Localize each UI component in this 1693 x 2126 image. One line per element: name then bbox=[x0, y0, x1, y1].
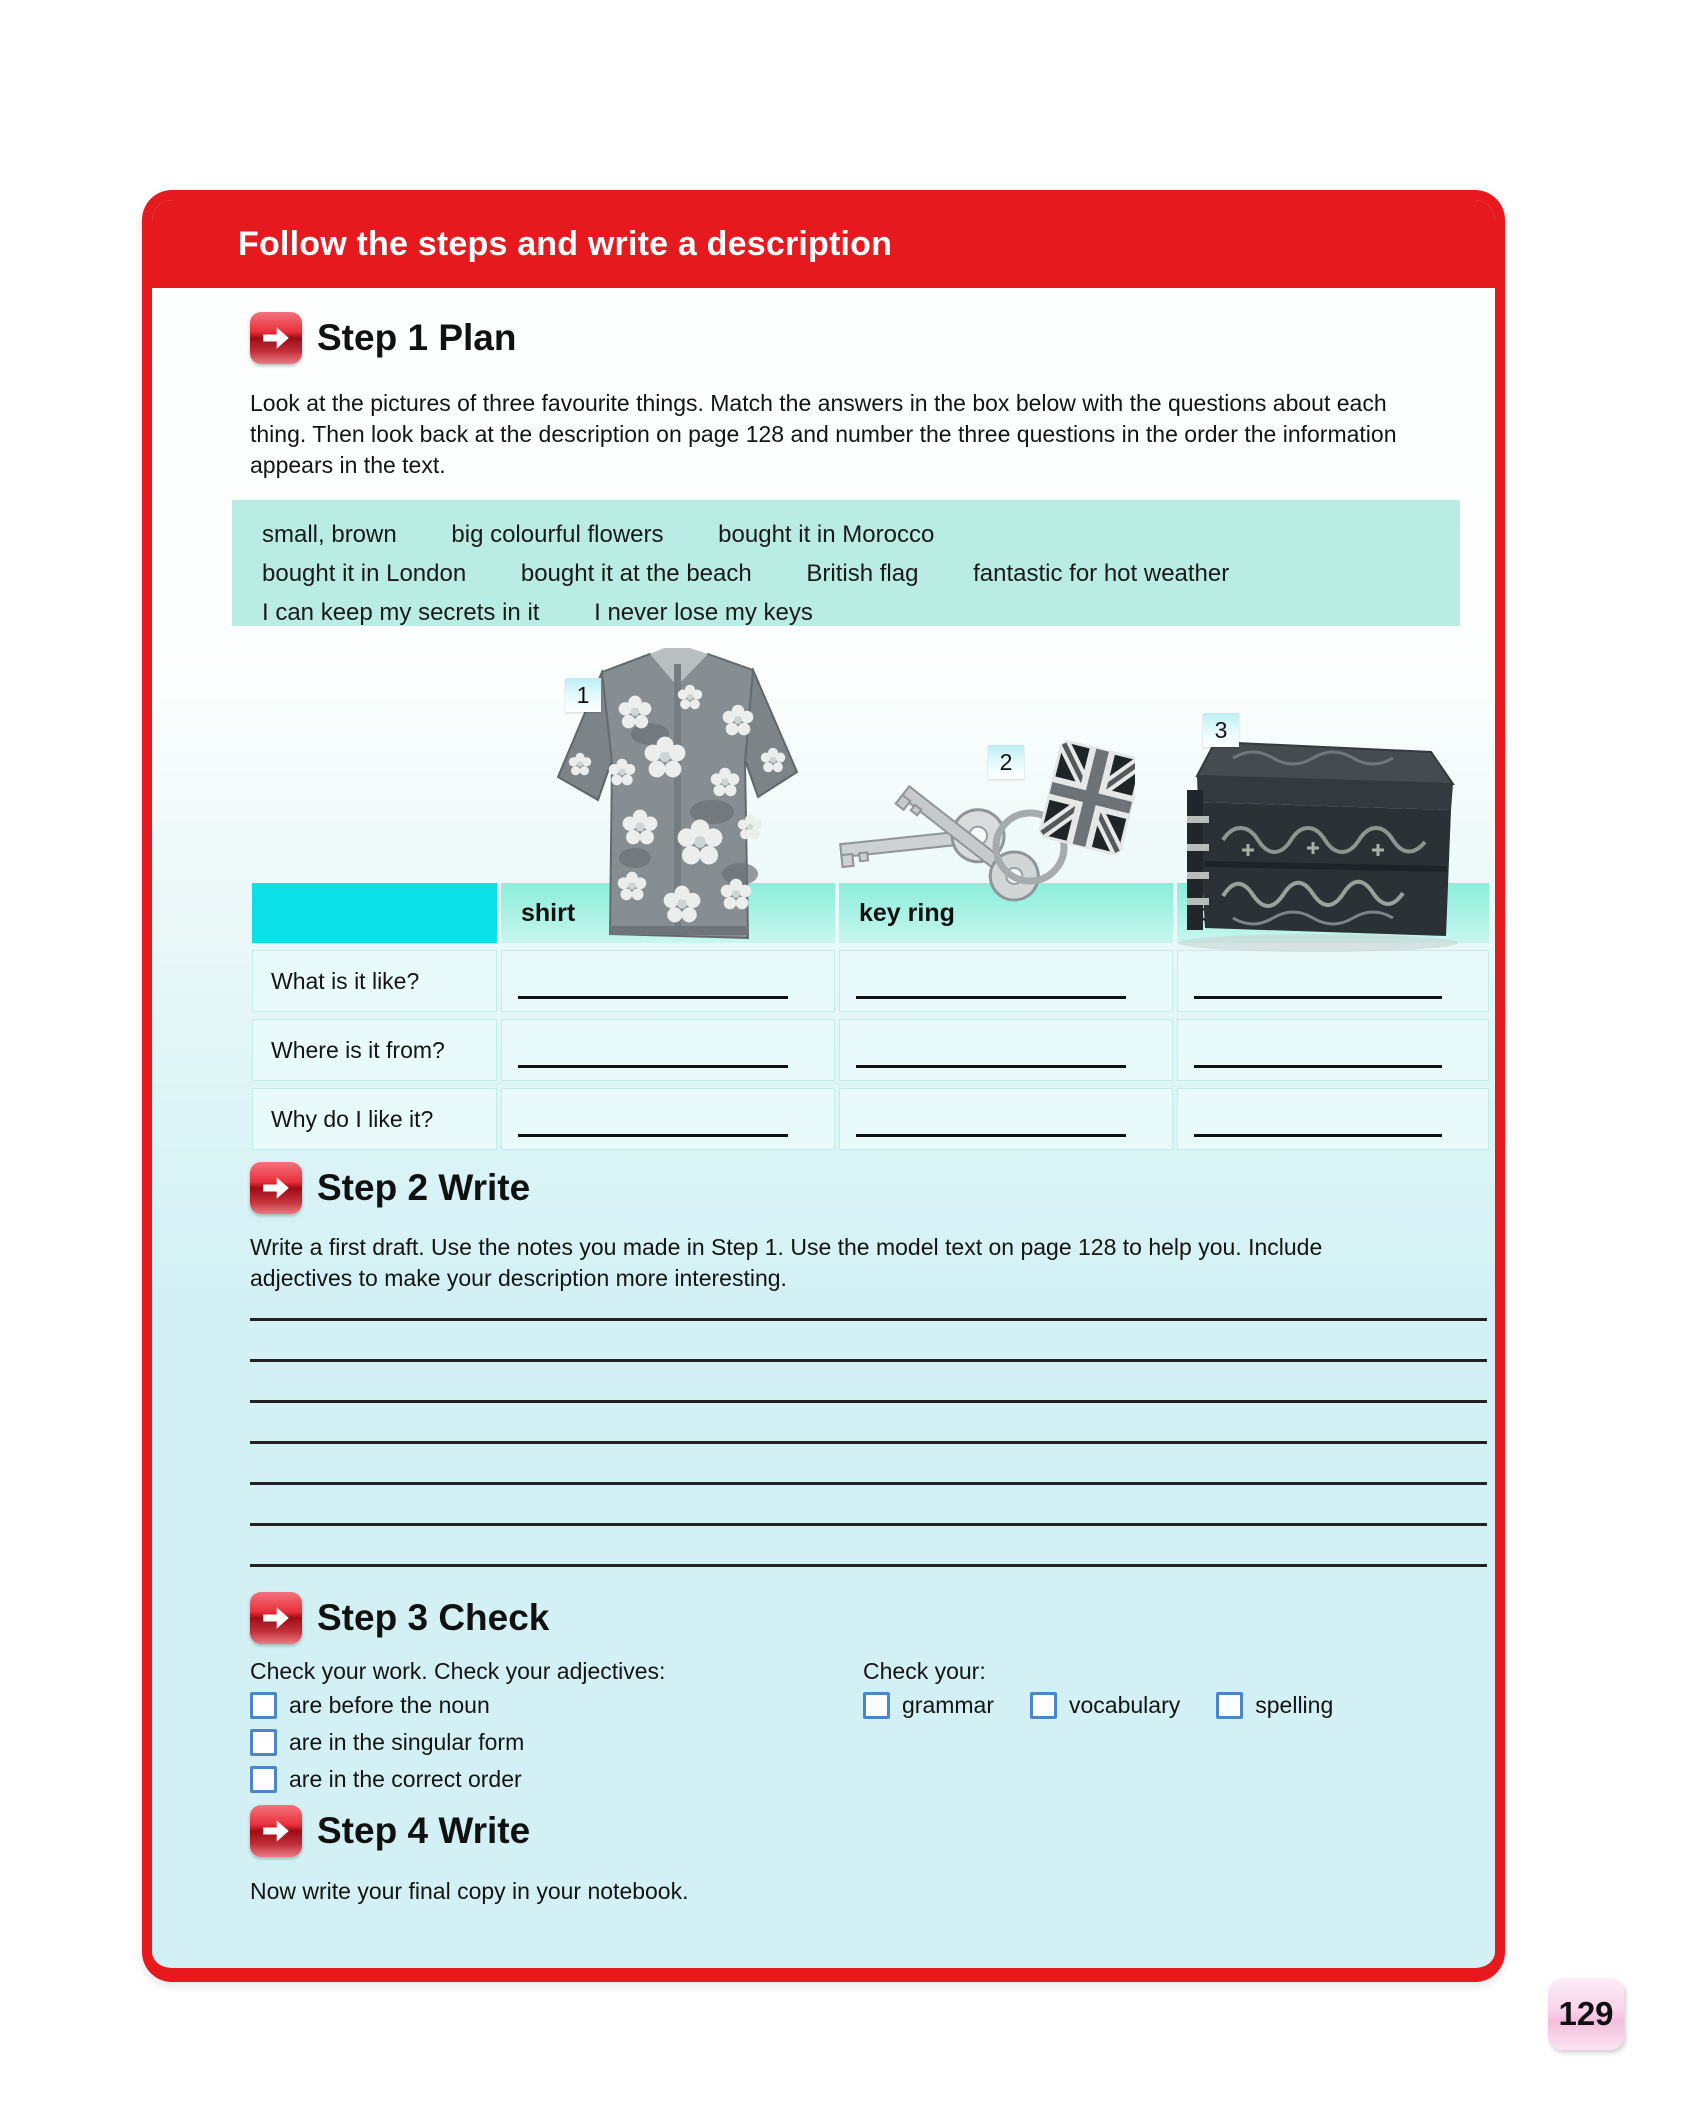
word-box-line bbox=[262, 554, 1430, 593]
check-item bbox=[250, 1692, 490, 1719]
answer-blank-line[interactable] bbox=[1194, 1134, 1442, 1137]
answers-word-box bbox=[232, 500, 1460, 626]
writing-blank-line[interactable] bbox=[250, 1564, 1487, 1567]
answer-blank-line[interactable] bbox=[856, 996, 1126, 999]
step4-heading bbox=[250, 1805, 530, 1857]
answer-phrase: small, brown bbox=[262, 521, 397, 548]
step1-title: Step 1 Plan bbox=[317, 317, 517, 358]
key-ring-photo bbox=[820, 735, 1135, 965]
question-label: What is it like? bbox=[252, 950, 497, 1012]
table-answer-cell bbox=[1177, 950, 1489, 1012]
card-header bbox=[152, 200, 1495, 288]
answer-phrase: fantastic for hot weather bbox=[973, 560, 1230, 587]
step3-title: Step 3 Check bbox=[317, 1597, 550, 1638]
step2-title: Step 2 Write bbox=[317, 1167, 531, 1208]
checkbox-spelling[interactable] bbox=[1216, 1692, 1243, 1719]
picture-number-tag: 1 bbox=[565, 678, 601, 712]
answer-blank-line[interactable] bbox=[856, 1065, 1126, 1068]
answer-blank-line[interactable] bbox=[1194, 996, 1442, 999]
question-label: Where is it from? bbox=[252, 1019, 497, 1081]
step4-instructions: Now write your final copy in your notebook. bbox=[250, 1878, 689, 1904]
answer-phrase: bought it in Morocco bbox=[718, 521, 935, 548]
checkbox-grammar[interactable] bbox=[863, 1692, 890, 1719]
checkbox-before-noun[interactable] bbox=[250, 1692, 277, 1719]
step1-heading bbox=[250, 312, 516, 364]
check-item-label: vocabulary bbox=[1069, 1692, 1181, 1718]
check-item-label: grammar bbox=[902, 1692, 995, 1718]
writing-blank-line[interactable] bbox=[250, 1441, 1487, 1444]
table-answer-cell bbox=[1177, 1019, 1489, 1081]
answer-phrase: I can keep my secrets in it bbox=[262, 599, 540, 626]
activity-card bbox=[142, 190, 1505, 1982]
checkbox-correct-order[interactable] bbox=[250, 1766, 277, 1793]
answer-phrase: big colourful flowers bbox=[451, 521, 664, 548]
check-left-heading: Check your work. Check your adjectives: bbox=[250, 1658, 666, 1684]
answer-phrase: I never lose my keys bbox=[594, 599, 813, 626]
check-item-label: spelling bbox=[1255, 1692, 1334, 1718]
check-item-label: are before the noun bbox=[289, 1692, 490, 1718]
page-title: Follow the steps and write a description bbox=[238, 224, 893, 263]
step1-instructions: Look at the pictures of three favourite things. Match the answers in the box below with the questions about each thing. Then look back at the description on page 128 and number the three questions in the order the information appears in the text. bbox=[250, 390, 1397, 478]
writing-blank-line[interactable] bbox=[250, 1523, 1487, 1526]
word-box-line bbox=[262, 515, 1430, 554]
checkbox-vocabulary[interactable] bbox=[1030, 1692, 1057, 1719]
check-item bbox=[1030, 1692, 1180, 1719]
step-arrow-icon bbox=[250, 1805, 302, 1857]
step-arrow-icon bbox=[250, 1162, 302, 1214]
word-box-line bbox=[262, 593, 1430, 632]
answer-blank-line[interactable] bbox=[518, 996, 788, 999]
check-right-group bbox=[863, 1692, 1333, 1719]
check-item bbox=[863, 1692, 994, 1719]
checkbox-singular-form[interactable] bbox=[250, 1729, 277, 1756]
writing-blank-line[interactable] bbox=[250, 1359, 1487, 1362]
answer-blank-line[interactable] bbox=[1194, 1065, 1442, 1068]
answer-blank-line[interactable] bbox=[518, 1134, 788, 1137]
answer-blank-line[interactable] bbox=[518, 1065, 788, 1068]
table-answer-cell bbox=[501, 1088, 835, 1150]
check-item bbox=[1216, 1692, 1333, 1719]
table-answer-cell bbox=[839, 1019, 1173, 1081]
column-header-shirt: shirt bbox=[501, 883, 835, 943]
check-item bbox=[250, 1729, 524, 1756]
step-arrow-icon bbox=[250, 1592, 302, 1644]
column-header-key-ring: key ring bbox=[839, 883, 1173, 943]
check-item-label: are in the singular form bbox=[289, 1729, 525, 1755]
step3-heading bbox=[250, 1592, 549, 1644]
writing-blank-line[interactable] bbox=[250, 1400, 1487, 1403]
check-item bbox=[250, 1766, 522, 1793]
check-right-heading: Check your: bbox=[863, 1658, 986, 1684]
table-answer-cell bbox=[839, 1088, 1173, 1150]
check-item-label: are in the correct order bbox=[289, 1766, 522, 1792]
table-answer-cell bbox=[501, 950, 835, 1012]
writing-blank-line[interactable] bbox=[250, 1318, 1487, 1321]
writing-blank-line[interactable] bbox=[250, 1482, 1487, 1485]
answer-phrase: bought it in London bbox=[262, 560, 467, 587]
question-label: Why do I like it? bbox=[252, 1088, 497, 1150]
answer-phrase: bought it at the beach bbox=[520, 560, 752, 587]
table-corner-cell bbox=[252, 883, 497, 943]
page-number-badge: 129 bbox=[1548, 1978, 1624, 2050]
step-arrow-icon bbox=[250, 312, 302, 364]
step4-title: Step 4 Write bbox=[317, 1810, 531, 1851]
answer-blank-line[interactable] bbox=[856, 1134, 1126, 1137]
answer-phrase: British flag bbox=[806, 560, 919, 587]
table-answer-cell bbox=[1177, 1088, 1489, 1150]
table-answer-cell bbox=[501, 1019, 835, 1081]
step2-heading bbox=[250, 1162, 530, 1214]
picture-number-tag: 3 bbox=[1203, 713, 1239, 747]
picture-number-tag: 2 bbox=[988, 745, 1024, 779]
step2-instructions: Write a first draft. Use the notes you made in Step 1. Use the model text on page 128 to help you. Include adjectives to make your description more interesting. bbox=[250, 1234, 1323, 1291]
